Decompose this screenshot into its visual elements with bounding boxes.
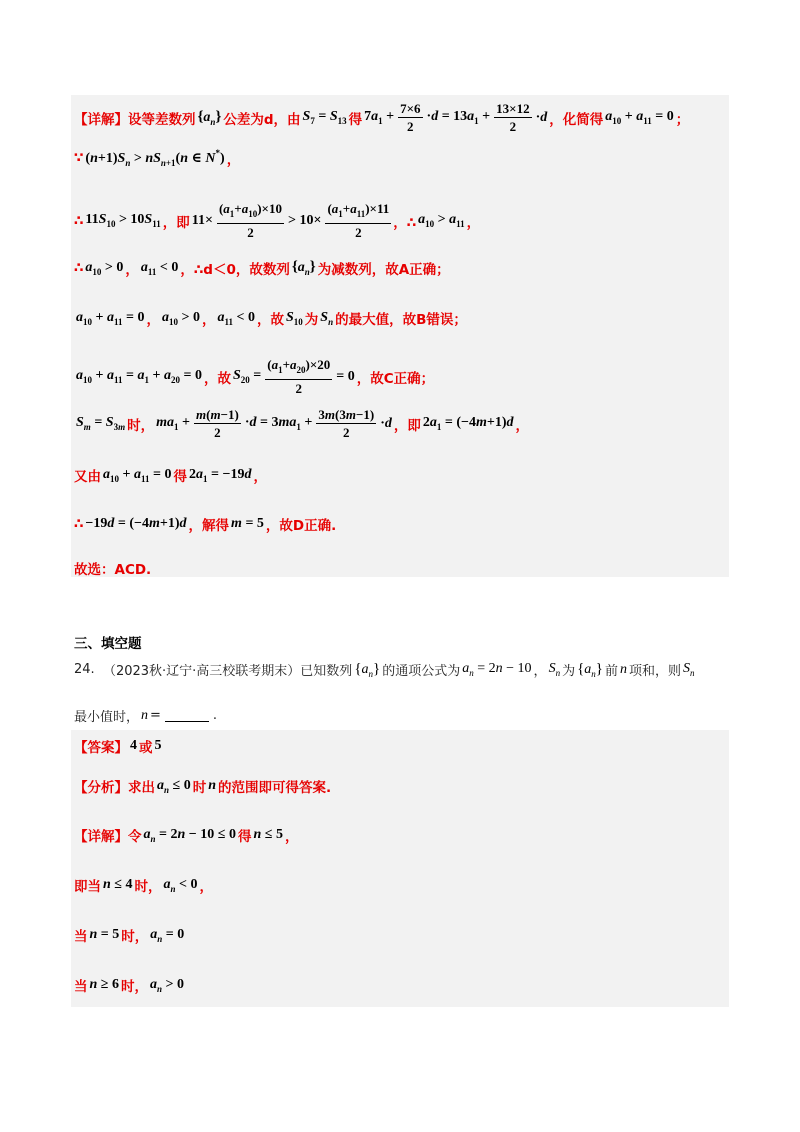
section-heading: 三、填空题 <box>74 636 142 652</box>
solution-line-9: ∴ −19d = (−4m+1)d ，解得 m = 5 ，故D正确. <box>74 516 337 534</box>
answer-blank <box>165 709 209 722</box>
solution-line-2: ∵ $(n+1)S_n > nS_{n+1}(n$ ∈ N*) ， <box>74 148 241 168</box>
analysis-line: 【分析】求出 $a_n \le 0$ 时 n 的范围即可得答案. <box>74 777 332 796</box>
case-line-3: 当 n ≥ 6 时， $a_n > 0$ <box>74 976 184 995</box>
solution-line-6: $a_{10} + a_{11} = a_1 + a_{20} = 0$ ，故 $S_{20}$ = $\frac{(a_1+a_{20})\times 20}{2}$ = 0 ，故C正确； <box>76 357 435 396</box>
detail-line: 【详解】令 $a_n = 2n - 10 \le 0$ 得 n ≤ 5 ， <box>74 826 299 845</box>
solution-line-8: 又由 $a_{10} + a_{11} = 0$ 得 $2a_1 = -19d$ ， <box>74 466 267 485</box>
solution-block-2 <box>71 730 729 1007</box>
question-24-line-1: 24. （2023秋·辽宁·高三校联考期末）已知数列 $\{a_n\}$ 的通项公式为 $a_n = 2n - 10$ ， $S_n$ 为 $\{a_n\}$ 前 n 项和，则 $S_n$ <box>74 660 695 679</box>
case-line-2: 当 n = 5 时， $a_n = 0$ <box>74 926 185 945</box>
answer-line: 【答案】 4 或 5 <box>74 738 162 756</box>
solution-line-5: $a_{10} + a_{11} = 0$ ， $a_{10} > 0$ ， $a_{11} < 0$ ，故 $S_{10}$ 为 $S_n$ 的最大值，故B错误； <box>76 309 467 328</box>
solution-line-3: ∴ $11S_{10} > 10S_{11}$ ，即 11× $\frac{(a_1+a_{10})\times 10}{2}$ > 10× $\frac{(a_1+a_{11})\times 11}{2}$ ，∴ $a_{10} > a_{11}$ ， <box>74 201 481 240</box>
case-line-1: 即当 n ≤ 4 时， $a_n < 0$ ， <box>74 876 213 895</box>
solution-line-7: $S_m = S_{3m}$ 时， $ma_1$ + $\frac{m(m-1)}{2}$ $\cdot d = 3ma_1$ + $\frac{3m(3m-1)}{2}$ ·d ，即 $2a_1 = (-4m+1)d$ ， <box>76 407 530 440</box>
solution-line-10: 故选：ACD. <box>74 562 152 578</box>
solution-line-4: ∴ $a_{10} > 0$ ， $a_{11} < 0$ ，∴d＜0，故数列 $\{a_n\}$ 为减数列，故A正确； <box>74 259 450 278</box>
solution-line-1: 【详解】 设等差数列 $\{a_n\}$ 公差为d，由 $S_7 = S_{13}$ 得 $7a_1$ + $\frac{7\times 6}{2}$ $\cdot d = 13a_1$ + $\frac{13\times 12}{2}$ ·d ，化简得 $a_{10} + a_{11} = 0$ ； <box>74 101 690 134</box>
question-24-line-2: 最小值时， n = . <box>74 707 218 725</box>
